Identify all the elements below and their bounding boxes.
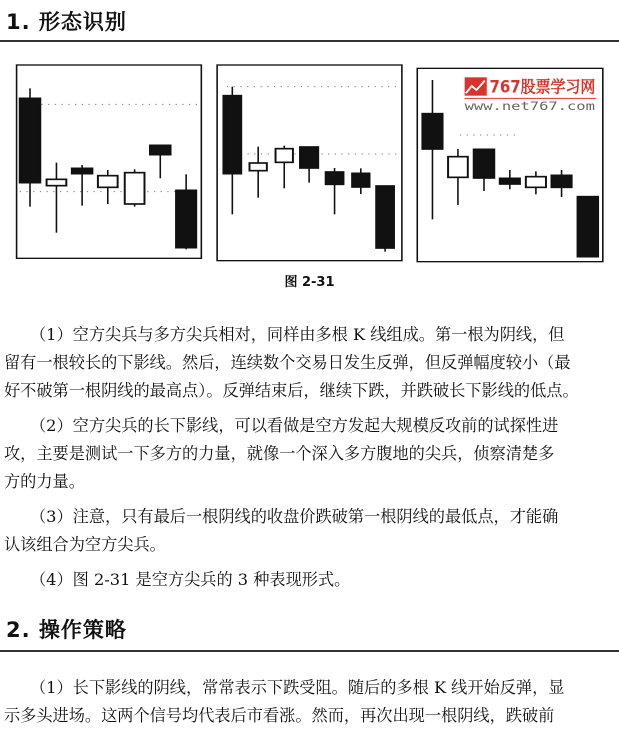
bearish-candle	[300, 147, 318, 183]
paragraph-line: （4）图 2-31 是空方尖兵的 3 种表现形式。	[30, 570, 351, 589]
candle-body	[47, 179, 67, 185]
paragraph-line: 留有一根较长的下影线。然后，连续数个交易日发生反弹，但反弹幅度较小（最	[4, 353, 571, 372]
bearish-candle	[326, 168, 344, 214]
candle-body	[150, 145, 171, 154]
bearish-candle	[72, 165, 93, 206]
candle-body	[448, 157, 468, 178]
candle-body	[125, 173, 145, 204]
bearish-candle	[500, 170, 520, 189]
watermark	[465, 77, 596, 113]
candle-body	[551, 175, 571, 187]
heading-rule	[0, 40, 619, 42]
candle-body	[526, 177, 546, 188]
candle-body	[326, 172, 344, 184]
paragraph-line: （1）空方尖兵与多方尖兵相对，同样由多根 K 线组成。第一根为阴线，但	[30, 325, 565, 344]
section-heading-1: 1. 形态识别	[6, 10, 127, 34]
heading-rule-2	[0, 650, 619, 652]
bullish-candle	[448, 149, 468, 205]
bearish-candle	[474, 149, 495, 191]
bullish-candle	[98, 170, 118, 204]
svg-text:767股票学习网: 767股票学习网	[489, 78, 596, 98]
bearish-candle	[551, 170, 571, 197]
section-heading-2: 2. 操作策略	[6, 618, 127, 642]
candle-body	[352, 173, 369, 187]
bullish-candle	[47, 163, 67, 233]
paragraph-line: 攻，主要是测试一下多方的力量，就像一个深入多方腹地的尖兵，侦察清楚多	[4, 444, 555, 463]
bearish-candle	[20, 88, 41, 206]
paragraph-line: 示多头进场。这两个信号均代表后市看涨。然而，再次出现一根阴线，跌破前	[4, 706, 555, 725]
paragraph-line: （3）注意，只有最后一根阴线的收盘价跌破第一根阴线的最低点，才能确	[30, 507, 559, 526]
candle-body	[474, 149, 495, 178]
candle-body	[422, 114, 442, 149]
paragraph-line: （1）长下影线的阴线，常常表示下跌受阻。随后的多根 K 线开始反弹，显	[30, 678, 565, 697]
bullish-candle	[276, 146, 293, 189]
candle-body	[276, 149, 293, 163]
bullish-candle	[249, 147, 266, 198]
panel-1	[17, 65, 202, 258]
candle-body	[98, 176, 118, 188]
panel-3	[417, 68, 603, 261]
svg-text:www.net767.com: www.net767.com	[464, 99, 595, 113]
candle-body	[72, 168, 93, 173]
bullish-candle	[526, 171, 546, 194]
bearish-candle	[422, 80, 442, 219]
candle-body	[176, 190, 196, 247]
paragraph-line: 好不破第一根阴线的最高点）。反弹结束后，继续下跌，并跌破长下影线的低点。	[4, 381, 579, 400]
candle-body	[376, 186, 394, 248]
candle-body	[249, 163, 266, 171]
candle-body	[223, 96, 241, 174]
candle-body	[300, 147, 318, 168]
bearish-candle	[376, 186, 394, 252]
bearish-candle	[223, 87, 241, 215]
candle-body	[578, 197, 599, 257]
bearish-candle	[352, 168, 369, 194]
figure-caption: 图 2-31	[284, 275, 335, 290]
candle-body	[500, 178, 520, 184]
paragraphs-section-2	[4, 674, 616, 730]
paragraphs-section-1	[4, 321, 616, 594]
bearish-candle	[578, 197, 599, 258]
paragraph-line: 方的力量。	[4, 472, 85, 491]
paragraph-line: 认该组合为空方尖兵。	[4, 535, 166, 554]
bullish-candle	[125, 169, 145, 206]
paragraph-line: （2）空方尖兵的长下影线，可以看做是空方发起大规模反攻前的试探性进	[30, 416, 559, 435]
bearish-candle	[176, 174, 196, 249]
candle-body	[20, 98, 41, 182]
bearish-candle	[150, 145, 171, 178]
candlestick-figure	[0, 50, 619, 290]
